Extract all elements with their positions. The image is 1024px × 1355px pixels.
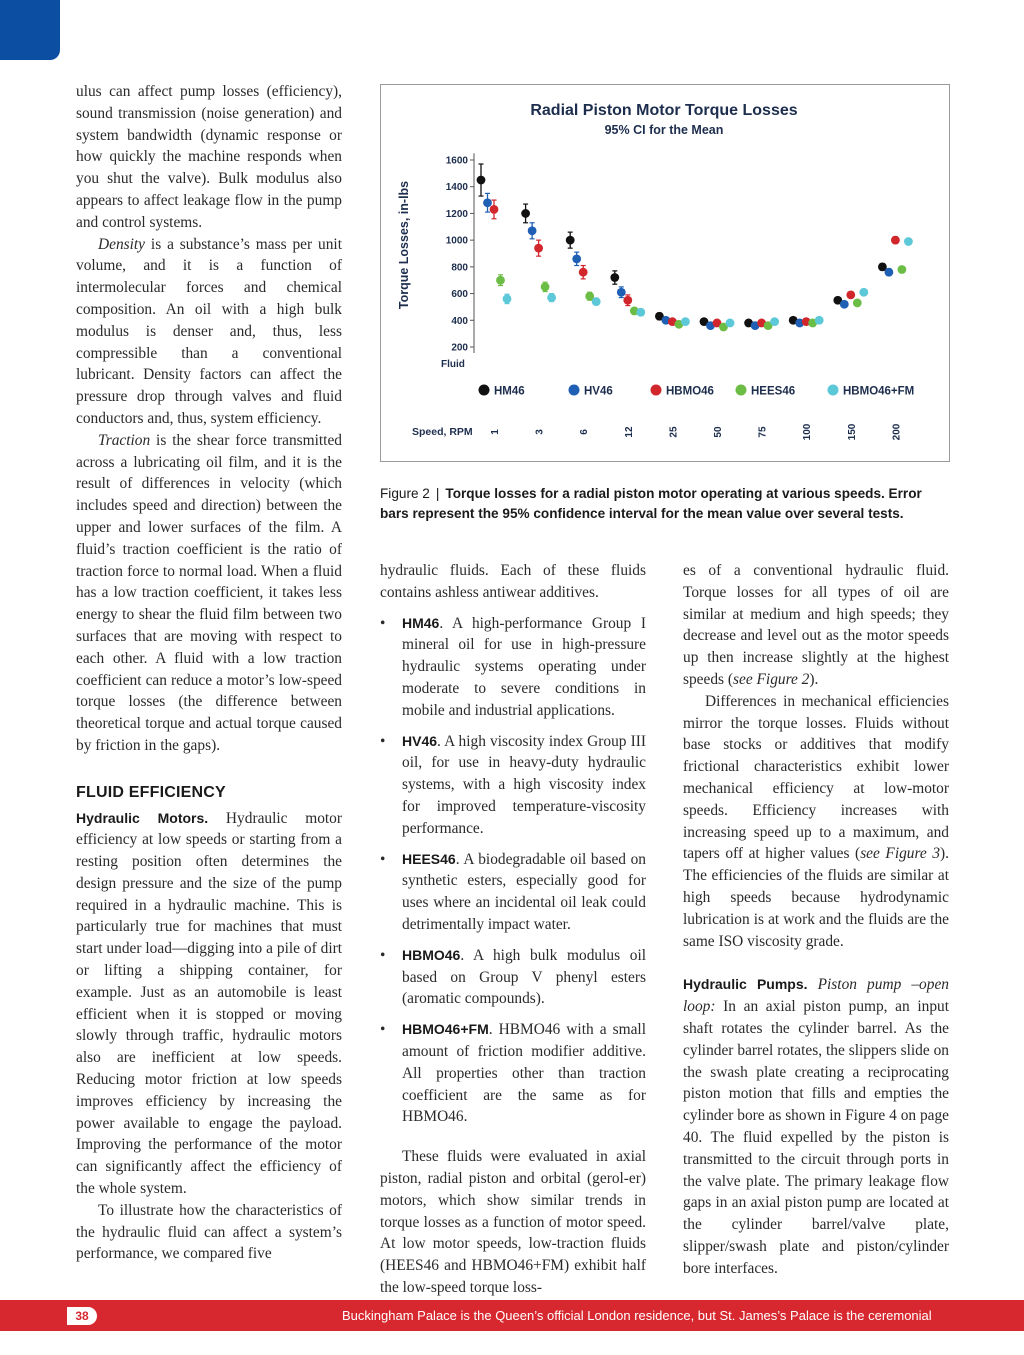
chart-speed-label: Speed, RPM: [412, 426, 473, 438]
figure-3-reference: see Figure 3: [860, 845, 941, 863]
fluid-list: [380, 613, 646, 1129]
chart-point: [547, 293, 556, 302]
chart-point: [610, 273, 619, 282]
hydraulic-motors-text: Hydraulic motor efficiency at low speeds or starting from a resting position often determines the design pressure and the size of the pump required in a hydraulic machine. This is particularly true for machines that must start under load—digging into a pile of dirt or lifting a shipping container, for example. Just as an automobile is least efficient when it is stopped or moving slowly through traffic, hydraulic motors also are inefficient at low speeds. Reducing motor friction at low speeds improves efficiency by increasing the power available to engage the payload. Improving the performance of the motor can significantly affect the efficiency of the whole system.: [76, 809, 343, 1198]
chart-point: [592, 297, 601, 306]
chart-legend-marker: [736, 385, 747, 396]
fluid-description: . A high viscosity index Group III oil, for use in heavy-duty hydraulic systems, with a high viscosity index for improved temperature-viscosity performance.: [402, 732, 646, 837]
density-paragraph: [76, 234, 342, 430]
fluid-term: HBMO46+FM: [402, 1021, 489, 1038]
left-column: [76, 81, 342, 1265]
chart-x-tick-label: 200: [891, 423, 903, 441]
chart-x-tick-label: 1: [490, 429, 501, 435]
fluid-description: . HBMO46 with a small amount of friction modifier additive. All properties other than traction coefficient are the same as for HBMO46.: [402, 1021, 646, 1126]
efficiency-paragraph: [683, 691, 949, 953]
chart-point: [579, 268, 588, 277]
right-column: [683, 560, 949, 1280]
fluid-item-hbmo46-fm: [380, 1019, 646, 1128]
chart-legend-label: HV46: [584, 385, 613, 398]
chart-point: [566, 236, 575, 245]
chart-y-tick-label: 800: [451, 262, 468, 274]
bullet-dot: •: [380, 1021, 386, 1039]
traction-text: is the shear force transmitted across a lubricating oil film, and it is the result of differences in velocity (which includes speed and direction) between the upper and lower surfaces of the film. A fluid’s traction coefficient is the ratio of traction force to normal load. When a fluid has a low traction coefficient, it takes less energy to shear the fluid film between two surfaces that are moving with respect to each other. A fluid with a low traction coefficient can reduce a motor’s low-speed torque losses (the difference between theoretical torque and actual torque caused by friction in the gaps).: [76, 431, 342, 754]
left-paragraph-1: ulus can affect pump losses (efficiency), sound transmission (noise generation) and system bandwidth (dynamic response or how quickly the machine responds when you shut the valve). Bulk modulus also appears to affect leakage flow in the pump and control systems.: [76, 83, 342, 231]
hydraulic-pumps-text: In an axial piston pump, an input shaft rotates the cylinder barrel. As the cylinder barrel rotates, the slippers slide on the swash plate creating a reciprocating piston motion that fills and empties the cylinder bore as shown in Figure 4 on page 40. The fluid expelled by the piston is transmitted to the circuit through ports in the valve plate. The primary leakage flow gaps in an axial piston pump are located at the cylinder barrel/valve plate, slipper/swash plate and piston/cylinder bore interfaces.: [683, 998, 949, 1277]
chart-fluid-label: Fluid: [441, 359, 465, 370]
chart-point: [483, 198, 492, 207]
bullet-dot: •: [380, 946, 386, 964]
hydraulic-motors-paragraph: [76, 808, 342, 1200]
chart-y-axis-label: Torque Losses, in-lbs: [397, 180, 411, 310]
chart-point: [534, 244, 543, 253]
chart-point: [572, 254, 581, 263]
efficiency-text-end: ). The efficiencies of the fluids are similar at high speeds because hydrodynamic lubrication is at work and the fluids are the same ISO viscosity grade.: [683, 845, 949, 950]
fluid-term: HV46: [402, 732, 438, 749]
chart-legend-marker: [651, 385, 662, 396]
chart-x-tick-label: 150: [846, 423, 858, 441]
fluid-description: . A high bulk modulus oil based on Group V phenyl esters (aromatic compounds).: [402, 946, 646, 1008]
chart-x-tick-label: 75: [757, 426, 769, 438]
chart-svg: [381, 85, 949, 461]
fluids-intro-paragraph: hydraulic fluids. Each of these fluids contains ashless antiwear additives.: [380, 562, 646, 601]
figure-2-reference: see Figure 2: [733, 670, 810, 688]
chart-point: [859, 288, 868, 297]
chart-point: [528, 226, 537, 235]
chart-y-tick-label: 200: [451, 342, 468, 354]
figure-2-chart: [380, 84, 950, 462]
chart-y-tick-label: 400: [451, 315, 468, 327]
fluid-term: HBMO46: [402, 946, 461, 963]
chart-x-tick-labels: [490, 423, 902, 440]
chart-subtitle: 95% CI for the Mean: [604, 123, 724, 137]
page-number: 38: [67, 1307, 97, 1325]
chart-point: [477, 176, 486, 185]
chart-point: [846, 291, 855, 300]
chart-x-tick-label: 6: [579, 429, 591, 435]
chart-point: [541, 282, 550, 291]
chart-point: [726, 319, 735, 328]
chart-y-tick-label: 1400: [445, 182, 468, 194]
corner-tab: [0, 0, 60, 60]
fluid-description: . A biodegradable oil based on synthetic esters, especially good for uses where an incidental oil leak could detrimentally impact water.: [402, 850, 646, 933]
fluid-term: HEES46: [402, 850, 456, 867]
fluid-item-hees46: [380, 849, 646, 936]
chart-point: [815, 316, 824, 325]
fluid-item-hbmo46: [380, 945, 646, 1010]
torque-text-end: ).: [809, 670, 819, 688]
chart-point: [885, 268, 894, 277]
chart-point: [636, 308, 645, 317]
chart-point: [503, 295, 512, 304]
torque-paragraph: [683, 560, 949, 691]
section-heading-fluid-efficiency: FLUID EFFICIENCY: [76, 783, 226, 801]
fluid-item-hm46: [380, 613, 646, 722]
evaluation-paragraph: These fluids were evaluated in axial piston, radial piston and orbital (gerol-er) motors, which show similar trends in torque losses as a function of motor speed. At low motor speeds, low-traction fluids (HEES46 and HBMO46+FM) exhibit half the low-speed torque loss-: [380, 1148, 646, 1296]
chart-legend-label: HBMO46+FM: [843, 385, 915, 398]
chart-point: [617, 288, 626, 297]
chart-y-tick-label: 1000: [445, 235, 468, 247]
bullet-dot: •: [380, 614, 386, 632]
chart-marks: [477, 164, 913, 331]
chart-legend-marker: [828, 385, 839, 396]
hydraulic-pumps-paragraph: [683, 974, 949, 1279]
middle-column: [380, 560, 646, 1299]
figure-label: Figure 2: [380, 486, 430, 501]
bullet-dot: •: [380, 850, 386, 868]
hydraulic-pumps-runin: Hydraulic Pumps.: [683, 976, 808, 993]
chart-x-tick-label: 100: [802, 423, 814, 441]
chart-point: [853, 299, 862, 308]
chart-point: [898, 265, 907, 274]
chart-x-tick-label: 25: [668, 426, 680, 438]
figure-caption-text: Torque losses for a radial piston motor operating at various speeds. Error bars represent the 95% confidence interval for the mean value over several tests.: [380, 486, 922, 521]
footer-text: Buckingham Palace is the Queen’s official London residence, but St. James’s Palace is the ceremonial: [342, 1308, 932, 1323]
torque-text: es of a conventional hydraulic fluid. Torque losses for all types of oil are similar at medium and high speeds; they decrease and level out as the motor speeds up then increase slightly at the highest speeds (: [683, 562, 949, 688]
chart-y-tick-label: 1200: [445, 208, 468, 220]
chart-legend-marker: [479, 385, 490, 396]
chart-y-tick-label: 600: [451, 289, 468, 301]
fluid-term: HM46: [402, 614, 440, 631]
fluid-description: . A high-performance Group I mineral oil for use in high-pressure hydraulic systems operating under moderate to severe conditions in mobile and industrial applications.: [402, 614, 646, 719]
chart-legend-label: HM46: [494, 385, 525, 398]
traction-paragraph: [76, 430, 342, 757]
chart-x-tick-label: 12: [623, 426, 635, 438]
figure-caption: [380, 484, 950, 524]
chart-x-tick-label: 50: [713, 426, 724, 438]
chart-point: [840, 300, 849, 309]
chart-point: [770, 317, 779, 326]
chart-legend-marker: [569, 385, 580, 396]
chart-y-tick-label: 1600: [445, 155, 468, 167]
traction-term: Traction: [98, 431, 151, 449]
chart-point: [623, 296, 632, 305]
illustrate-paragraph: To illustrate how the characteristics of the hydraulic fluid can affect a system’s performance, we compared five: [76, 1201, 342, 1263]
chart-point: [904, 237, 913, 246]
chart-legend: [479, 385, 915, 398]
chart-point: [490, 205, 499, 214]
chart-title: Radial Piston Motor Torque Losses: [530, 102, 798, 119]
chart-point: [521, 209, 530, 218]
hydraulic-pumps-subhead: Piston pump –open loop:: [683, 976, 949, 1016]
footer-bar: [0, 1300, 1024, 1331]
density-text: is a substance’s mass per unit volume, and it is a function of intermolecular forces and chemical composition. An oil with a high bulk modulus is denser and, thus, less compressible than a conventional lubricant. Density factors can affect the pressure drop through valves and fluid conductors and, thus, system efficiency.: [76, 235, 342, 427]
chart-point: [891, 236, 900, 245]
chart-legend-label: HEES46: [751, 385, 796, 398]
bullet-dot: •: [380, 732, 386, 750]
chart-legend-label: HBMO46: [666, 385, 714, 398]
chart-x-tick-label: 3: [534, 429, 546, 435]
density-term: Density: [98, 235, 146, 253]
figure-separator: |: [435, 486, 440, 501]
chart-point: [496, 276, 505, 285]
hydraulic-motors-runin: Hydraulic Motors.: [76, 809, 209, 826]
fluid-item-hv46: [380, 731, 646, 840]
efficiency-text: Differences in mechanical efficiencies mirror the torque losses. Fluids without base stocks or additives that modify frictional characteristics exhibit lower mechanical efficiency at low-motor speeds. Efficiency increases with increasing speed up to a maximum, and tapers off at higher values (: [683, 692, 949, 863]
chart-axes: [446, 153, 474, 353]
chart-point: [681, 317, 690, 326]
